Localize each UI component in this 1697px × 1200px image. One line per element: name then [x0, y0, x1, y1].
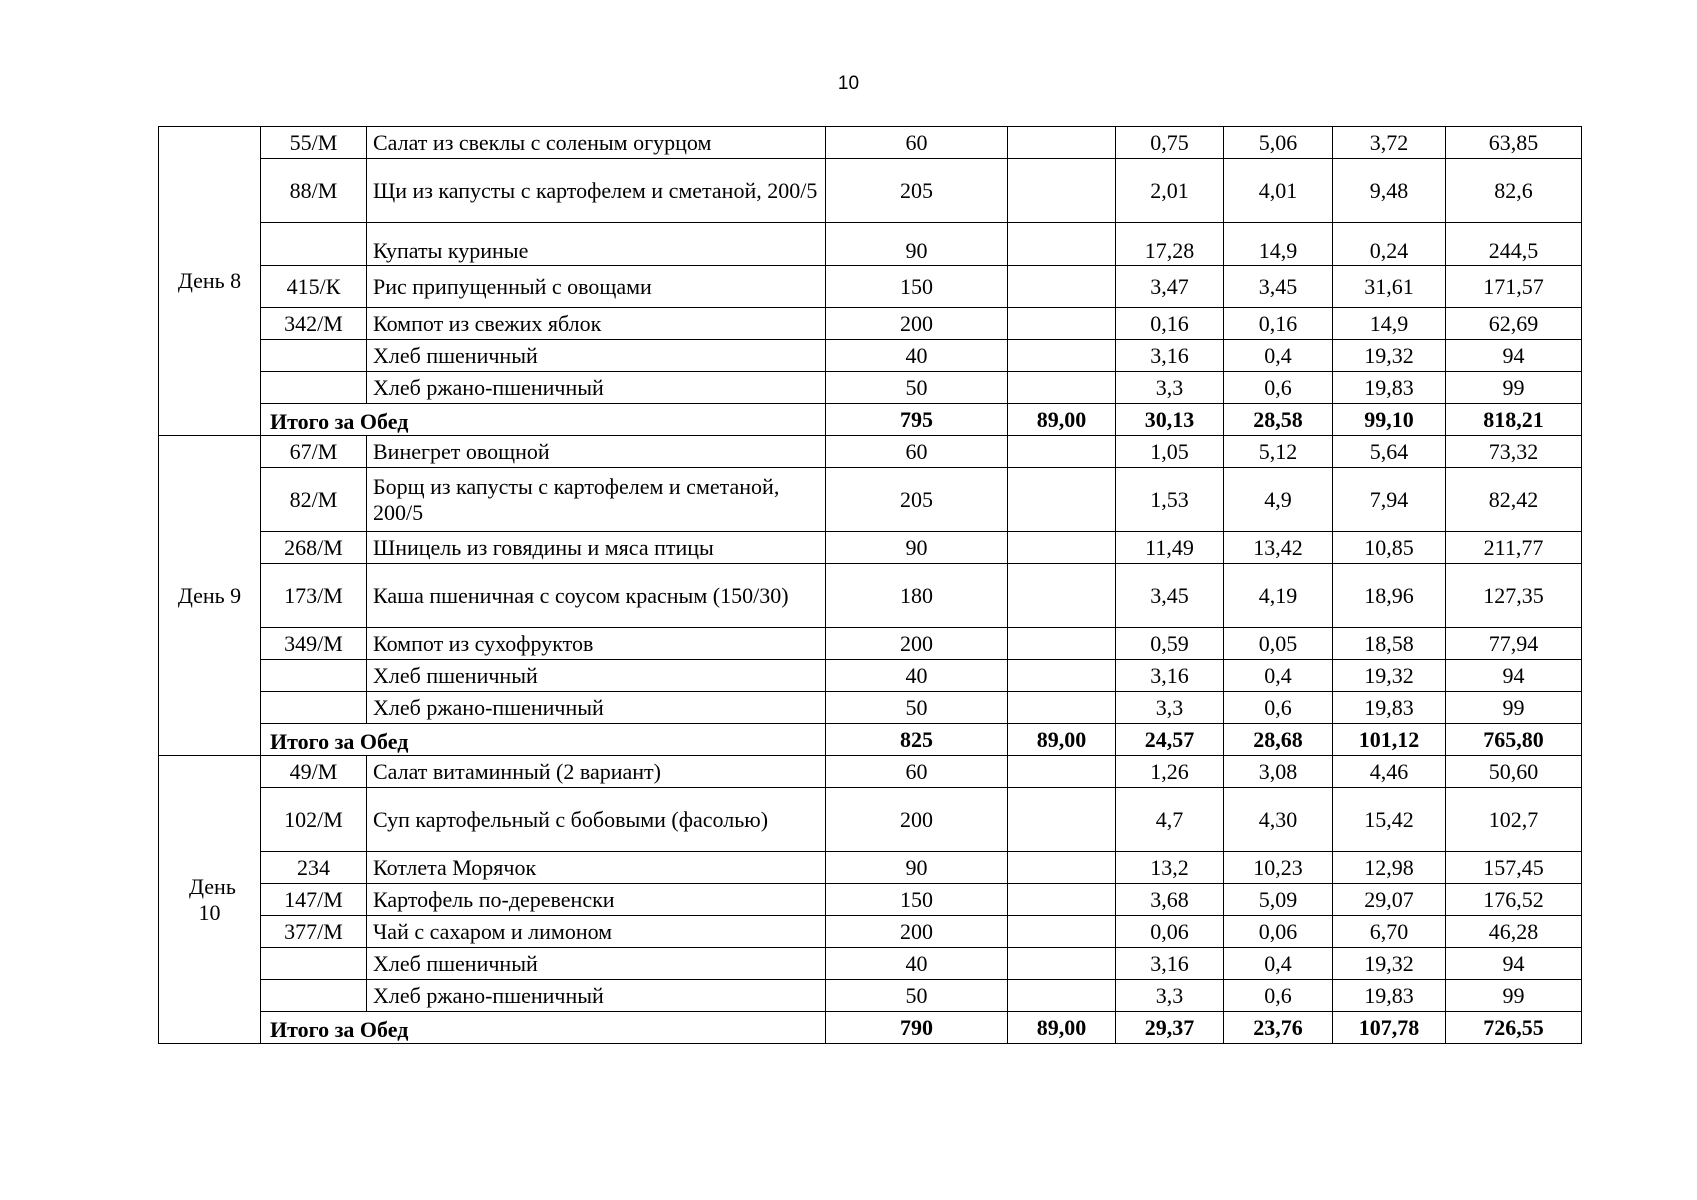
price-cell [1008, 628, 1116, 660]
carbs-cell: 31,61 [1333, 266, 1446, 308]
carbs-cell: 6,70 [1333, 916, 1446, 948]
weight-cell: 150 [826, 884, 1008, 916]
total-label: Итого за Обед [261, 1012, 826, 1044]
carbs-cell: 19,83 [1333, 692, 1446, 724]
recipe-code [261, 948, 367, 980]
weight-cell: 200 [826, 788, 1008, 852]
recipe-code [261, 223, 367, 266]
weight-cell: 50 [826, 692, 1008, 724]
weight-cell: 90 [826, 532, 1008, 564]
energy-cell: 99 [1446, 692, 1582, 724]
fats-cell: 0,4 [1224, 340, 1333, 372]
energy-cell: 176,52 [1446, 884, 1582, 916]
total-carbs: 99,10 [1333, 404, 1446, 436]
proteins-cell: 11,49 [1116, 532, 1224, 564]
proteins-cell: 1,05 [1116, 436, 1224, 468]
proteins-cell: 0,16 [1116, 308, 1224, 340]
carbs-cell: 0,24 [1333, 223, 1446, 266]
price-cell [1008, 948, 1116, 980]
total-energy: 726,55 [1446, 1012, 1582, 1044]
energy-cell: 77,94 [1446, 628, 1582, 660]
proteins-cell: 0,59 [1116, 628, 1224, 660]
dish-name: Салат витаминный (2 вариант) [367, 756, 826, 788]
weight-cell: 205 [826, 468, 1008, 532]
recipe-code [261, 372, 367, 404]
carbs-cell: 29,07 [1333, 884, 1446, 916]
table-row [159, 916, 1582, 948]
price-cell [1008, 564, 1116, 628]
price-cell [1008, 660, 1116, 692]
price-cell [1008, 788, 1116, 852]
weight-cell: 40 [826, 660, 1008, 692]
energy-cell: 211,77 [1446, 532, 1582, 564]
carbs-cell: 19,83 [1333, 980, 1446, 1012]
price-cell [1008, 884, 1116, 916]
proteins-cell: 2,01 [1116, 159, 1224, 223]
energy-cell: 94 [1446, 660, 1582, 692]
table-row [159, 788, 1582, 852]
price-cell [1008, 308, 1116, 340]
price-cell [1008, 159, 1116, 223]
day-label: День 9 [159, 436, 261, 756]
table-row [159, 980, 1582, 1012]
price-cell [1008, 266, 1116, 308]
energy-cell: 63,85 [1446, 127, 1582, 159]
energy-cell: 99 [1446, 372, 1582, 404]
weight-cell: 40 [826, 340, 1008, 372]
recipe-code: 88/М [261, 159, 367, 223]
energy-cell: 50,60 [1446, 756, 1582, 788]
dish-name: Чай с сахаром и лимоном [367, 916, 826, 948]
dish-name: Винегрет овощной [367, 436, 826, 468]
carbs-cell: 18,58 [1333, 628, 1446, 660]
carbs-cell: 10,85 [1333, 532, 1446, 564]
recipe-code: 67/М [261, 436, 367, 468]
total-row [159, 1012, 1582, 1044]
proteins-cell: 3,3 [1116, 372, 1224, 404]
table-row [159, 308, 1582, 340]
total-fats: 23,76 [1224, 1012, 1333, 1044]
table-row [159, 948, 1582, 980]
price-cell [1008, 980, 1116, 1012]
price-cell [1008, 532, 1116, 564]
proteins-cell: 0,75 [1116, 127, 1224, 159]
dish-name: Хлеб ржано-пшеничный [367, 980, 826, 1012]
fats-cell: 5,09 [1224, 884, 1333, 916]
carbs-cell: 19,32 [1333, 340, 1446, 372]
total-price: 89,00 [1008, 404, 1116, 436]
dish-name: Хлеб пшеничный [367, 340, 826, 372]
dish-name: Компот из сухофруктов [367, 628, 826, 660]
carbs-cell: 18,96 [1333, 564, 1446, 628]
recipe-code: 377/М [261, 916, 367, 948]
proteins-cell: 3,47 [1116, 266, 1224, 308]
energy-cell: 157,45 [1446, 852, 1582, 884]
table-row [159, 468, 1582, 532]
total-label: Итого за Обед [261, 724, 826, 756]
dish-name: Котлета Морячок [367, 852, 826, 884]
energy-cell: 46,28 [1446, 916, 1582, 948]
total-proteins: 29,37 [1116, 1012, 1224, 1044]
total-carbs: 107,78 [1333, 1012, 1446, 1044]
proteins-cell: 1,26 [1116, 756, 1224, 788]
recipe-code: 55/М [261, 127, 367, 159]
table-row [159, 692, 1582, 724]
dish-name: Рис припущенный с овощами [367, 266, 826, 308]
carbs-cell: 7,94 [1333, 468, 1446, 532]
recipe-code: 234 [261, 852, 367, 884]
total-proteins: 30,13 [1116, 404, 1224, 436]
dish-name: Щи из капусты с картофелем и сметаной, 200/5 [367, 159, 826, 223]
carbs-cell: 14,9 [1333, 308, 1446, 340]
dish-name: Борщ из капусты с картофелем и сметаной, 200/5 [367, 468, 826, 532]
carbs-cell: 19,32 [1333, 660, 1446, 692]
fats-cell: 10,23 [1224, 852, 1333, 884]
day-label: День 8 [159, 127, 261, 436]
table-row [159, 564, 1582, 628]
table-row [159, 852, 1582, 884]
weight-cell: 150 [826, 266, 1008, 308]
menu-table [158, 126, 1582, 1044]
total-energy: 818,21 [1446, 404, 1582, 436]
dish-name: Салат из свеклы с соленым огурцом [367, 127, 826, 159]
energy-cell: 99 [1446, 980, 1582, 1012]
carbs-cell: 19,32 [1333, 948, 1446, 980]
recipe-code [261, 340, 367, 372]
carbs-cell: 19,83 [1333, 372, 1446, 404]
total-carbs: 101,12 [1333, 724, 1446, 756]
recipe-code: 268/М [261, 532, 367, 564]
total-row [159, 404, 1582, 436]
recipe-code: 147/М [261, 884, 367, 916]
table-row [159, 628, 1582, 660]
fats-cell: 4,01 [1224, 159, 1333, 223]
proteins-cell: 3,16 [1116, 340, 1224, 372]
total-proteins: 24,57 [1116, 724, 1224, 756]
recipe-code: 82/М [261, 468, 367, 532]
recipe-code: 349/М [261, 628, 367, 660]
fats-cell: 0,16 [1224, 308, 1333, 340]
proteins-cell: 13,2 [1116, 852, 1224, 884]
proteins-cell: 0,06 [1116, 916, 1224, 948]
day-label: День 10 [159, 756, 261, 1044]
weight-cell: 90 [826, 223, 1008, 266]
price-cell [1008, 372, 1116, 404]
table-row [159, 266, 1582, 308]
carbs-cell: 15,42 [1333, 788, 1446, 852]
proteins-cell: 4,7 [1116, 788, 1224, 852]
fats-cell: 5,06 [1224, 127, 1333, 159]
proteins-cell: 3,3 [1116, 980, 1224, 1012]
recipe-code [261, 660, 367, 692]
fats-cell: 0,4 [1224, 948, 1333, 980]
total-label: Итого за Обед [261, 404, 826, 436]
fats-cell: 3,45 [1224, 266, 1333, 308]
price-cell [1008, 468, 1116, 532]
proteins-cell: 3,16 [1116, 660, 1224, 692]
dish-name: Хлеб пшеничный [367, 660, 826, 692]
recipe-code: 173/М [261, 564, 367, 628]
fats-cell: 13,42 [1224, 532, 1333, 564]
total-price: 89,00 [1008, 724, 1116, 756]
dish-name: Компот из свежих яблок [367, 308, 826, 340]
table-row [159, 127, 1582, 159]
proteins-cell: 3,16 [1116, 948, 1224, 980]
total-energy: 765,80 [1446, 724, 1582, 756]
table-row [159, 660, 1582, 692]
dish-name: Суп картофельный с бобовыми (фасолью) [367, 788, 826, 852]
total-weight: 795 [826, 404, 1008, 436]
fats-cell: 0,6 [1224, 372, 1333, 404]
fats-cell: 0,05 [1224, 628, 1333, 660]
energy-cell: 127,35 [1446, 564, 1582, 628]
weight-cell: 40 [826, 948, 1008, 980]
fats-cell: 5,12 [1224, 436, 1333, 468]
carbs-cell: 3,72 [1333, 127, 1446, 159]
weight-cell: 180 [826, 564, 1008, 628]
carbs-cell: 9,48 [1333, 159, 1446, 223]
dish-name: Каша пшеничная с соусом красным (150/30) [367, 564, 826, 628]
weight-cell: 200 [826, 916, 1008, 948]
weight-cell: 50 [826, 980, 1008, 1012]
fats-cell: 0,4 [1224, 660, 1333, 692]
dish-name: Картофель по-деревенски [367, 884, 826, 916]
weight-cell: 60 [826, 127, 1008, 159]
dish-name: Хлеб ржано-пшеничный [367, 372, 826, 404]
fats-cell: 0,6 [1224, 692, 1333, 724]
weight-cell: 200 [826, 308, 1008, 340]
fats-cell: 4,9 [1224, 468, 1333, 532]
proteins-cell: 1,53 [1116, 468, 1224, 532]
table-row [159, 340, 1582, 372]
proteins-cell: 17,28 [1116, 223, 1224, 266]
table-row [159, 223, 1582, 266]
weight-cell: 90 [826, 852, 1008, 884]
energy-cell: 62,69 [1446, 308, 1582, 340]
carbs-cell: 5,64 [1333, 436, 1446, 468]
proteins-cell: 3,45 [1116, 564, 1224, 628]
weight-cell: 50 [826, 372, 1008, 404]
carbs-cell: 12,98 [1333, 852, 1446, 884]
energy-cell: 82,6 [1446, 159, 1582, 223]
energy-cell: 102,7 [1446, 788, 1582, 852]
recipe-code [261, 692, 367, 724]
price-cell [1008, 340, 1116, 372]
total-price: 89,00 [1008, 1012, 1116, 1044]
fats-cell: 4,30 [1224, 788, 1333, 852]
fats-cell: 0,06 [1224, 916, 1333, 948]
fats-cell: 3,08 [1224, 756, 1333, 788]
energy-cell: 244,5 [1446, 223, 1582, 266]
table-row [159, 372, 1582, 404]
dish-name: Хлеб ржано-пшеничный [367, 692, 826, 724]
table-row [159, 159, 1582, 223]
recipe-code: 49/М [261, 756, 367, 788]
recipe-code: 342/М [261, 308, 367, 340]
total-weight: 790 [826, 1012, 1008, 1044]
price-cell [1008, 692, 1116, 724]
table-row [159, 884, 1582, 916]
table-row [159, 436, 1582, 468]
price-cell [1008, 127, 1116, 159]
energy-cell: 94 [1446, 948, 1582, 980]
price-cell [1008, 756, 1116, 788]
dish-name: Шницель из говядины и мяса птицы [367, 532, 826, 564]
recipe-code [261, 980, 367, 1012]
fats-cell: 4,19 [1224, 564, 1333, 628]
energy-cell: 94 [1446, 340, 1582, 372]
page-number: 10 [837, 73, 860, 94]
carbs-cell: 4,46 [1333, 756, 1446, 788]
energy-cell: 73,32 [1446, 436, 1582, 468]
proteins-cell: 3,3 [1116, 692, 1224, 724]
fats-cell: 0,6 [1224, 980, 1333, 1012]
total-weight: 825 [826, 724, 1008, 756]
price-cell [1008, 916, 1116, 948]
recipe-code: 102/М [261, 788, 367, 852]
recipe-code: 415/К [261, 266, 367, 308]
dish-name: Хлеб пшеничный [367, 948, 826, 980]
price-cell [1008, 223, 1116, 266]
total-row [159, 724, 1582, 756]
table-row [159, 532, 1582, 564]
dish-name: Купаты куриные [367, 223, 826, 266]
energy-cell: 82,42 [1446, 468, 1582, 532]
energy-cell: 171,57 [1446, 266, 1582, 308]
table-row [159, 756, 1582, 788]
weight-cell: 60 [826, 436, 1008, 468]
total-fats: 28,68 [1224, 724, 1333, 756]
weight-cell: 60 [826, 756, 1008, 788]
fats-cell: 14,9 [1224, 223, 1333, 266]
price-cell [1008, 436, 1116, 468]
price-cell [1008, 852, 1116, 884]
proteins-cell: 3,68 [1116, 884, 1224, 916]
total-fats: 28,58 [1224, 404, 1333, 436]
weight-cell: 200 [826, 628, 1008, 660]
weight-cell: 205 [826, 159, 1008, 223]
